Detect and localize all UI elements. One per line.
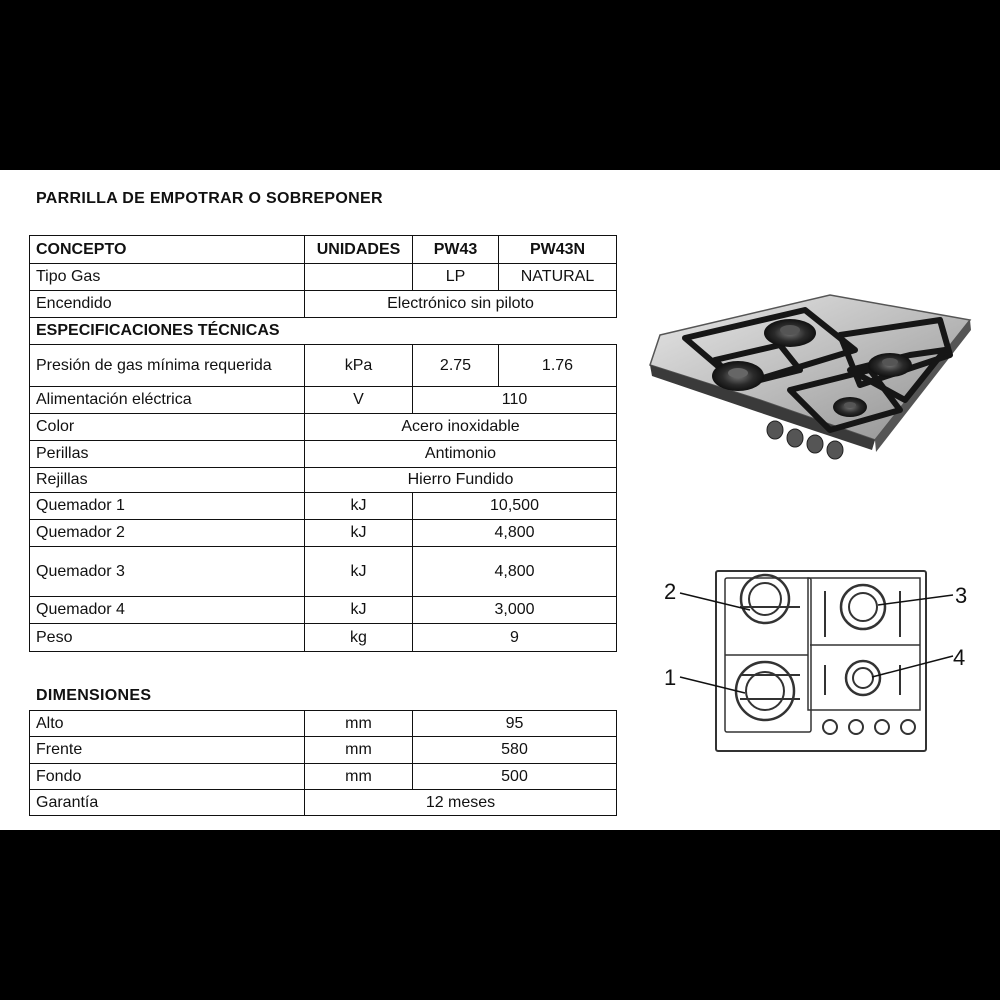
dimensions-title: DIMENSIONES <box>36 687 152 704</box>
row-label: Presión de gas mínima requerida <box>30 345 305 387</box>
row-unit: kPa <box>305 345 413 387</box>
row-value: 500 <box>413 764 617 790</box>
row-label: Perillas <box>30 441 305 468</box>
table-row <box>30 520 617 547</box>
callout-line-1 <box>680 677 745 693</box>
row-unit: kJ <box>305 597 413 624</box>
row-value: 4,800 <box>413 547 617 597</box>
header-unidades: UNIDADES <box>305 236 413 264</box>
page-title: PARRILLA DE EMPOTRAR O SOBREPONER <box>36 190 383 207</box>
row-value: 95 <box>413 711 617 737</box>
table-row <box>30 493 617 520</box>
row-value: 580 <box>413 737 617 764</box>
row-value: 12 meses <box>305 790 617 816</box>
table-row <box>30 345 617 387</box>
header-pw43: PW43 <box>413 236 499 264</box>
row-value: Acero inoxidable <box>305 414 617 441</box>
row-pw43n: 1.76 <box>499 345 617 387</box>
row-value: 110 <box>413 387 617 414</box>
table-row <box>30 737 617 764</box>
row-label: Alto <box>30 711 305 737</box>
row-label: Fondo <box>30 764 305 790</box>
spec-table <box>29 235 617 652</box>
section-row <box>30 318 617 345</box>
table-row <box>30 441 617 468</box>
section-title: ESPECIFICACIONES TÉCNICAS <box>30 318 617 345</box>
row-pw43n: NATURAL <box>499 264 617 291</box>
table-row <box>30 624 617 652</box>
row-label: Rejillas <box>30 468 305 493</box>
table-row <box>30 468 617 493</box>
table-row <box>30 597 617 624</box>
header-pw43n: PW43N <box>499 236 617 264</box>
table-row <box>30 264 617 291</box>
header-concepto: CONCEPTO <box>30 236 305 264</box>
row-label: Frente <box>30 737 305 764</box>
row-unit: kJ <box>305 547 413 597</box>
row-value: 9 <box>413 624 617 652</box>
row-pw43: LP <box>413 264 499 291</box>
row-label: Quemador 3 <box>30 547 305 597</box>
row-value: Hierro Fundido <box>305 468 617 493</box>
dimensions-table <box>29 710 617 816</box>
callout-1: 1 <box>664 665 677 690</box>
callout-4: 4 <box>953 645 966 670</box>
callout-line-4 <box>872 656 953 677</box>
table-row <box>30 764 617 790</box>
row-label: Quemador 1 <box>30 493 305 520</box>
row-label: Tipo Gas <box>30 264 305 291</box>
row-label: Garantía <box>30 790 305 816</box>
cooktop-photo-icon <box>640 290 975 470</box>
row-value: 3,000 <box>413 597 617 624</box>
table-row <box>30 291 617 318</box>
callout-line-3 <box>878 595 953 605</box>
table-row <box>30 387 617 414</box>
row-unit: mm <box>305 711 413 737</box>
row-label: Peso <box>30 624 305 652</box>
table-row <box>30 790 617 816</box>
row-label: Quemador 2 <box>30 520 305 547</box>
row-value: 4,800 <box>413 520 617 547</box>
row-value: Electrónico sin piloto <box>305 291 617 318</box>
row-label: Quemador 4 <box>30 597 305 624</box>
row-unit: kJ <box>305 493 413 520</box>
row-label: Color <box>30 414 305 441</box>
table-row <box>30 414 617 441</box>
row-unit: mm <box>305 764 413 790</box>
spec-sheet <box>0 170 1000 830</box>
row-value: 10,500 <box>413 493 617 520</box>
row-label: Encendido <box>30 291 305 318</box>
callout-3: 3 <box>955 583 968 608</box>
row-label: Alimentación eléctrica <box>30 387 305 414</box>
row-unit: V <box>305 387 413 414</box>
row-value: Antimonio <box>305 441 617 468</box>
row-unit <box>305 264 413 291</box>
row-unit: mm <box>305 737 413 764</box>
burner-layout-diagram-icon <box>650 565 990 780</box>
table-row <box>30 547 617 597</box>
row-pw43: 2.75 <box>413 345 499 387</box>
callout-2: 2 <box>664 579 677 604</box>
row-unit: kg <box>305 624 413 652</box>
table-header-row <box>30 236 617 264</box>
row-unit: kJ <box>305 520 413 547</box>
table-row <box>30 711 617 737</box>
